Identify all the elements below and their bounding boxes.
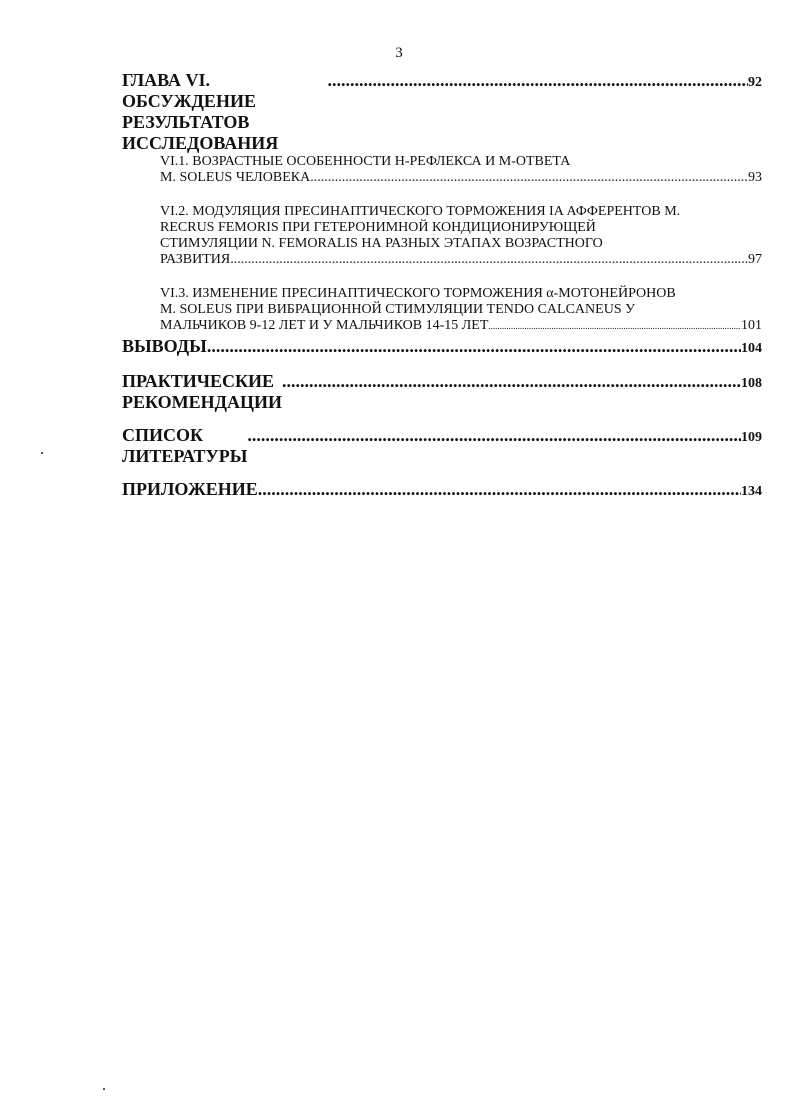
scan-speck [103, 1088, 105, 1090]
toc-entry-section-6-2[interactable] [122, 204, 762, 268]
toc-entry-line: VI.1. ВОЗРАСТНЫЕ ОСОБЕННОСТИ Н-РЕФЛЕКСА И М-ОТВЕТА [160, 154, 571, 169]
dot-leader [247, 425, 741, 446]
toc-entry-line: VI.2. МОДУЛЯЦИЯ ПРЕСИНАПТИЧЕСКОГО ТОРМОЖЕНИЯ IA АФФЕРЕНТОВ M. [160, 204, 681, 219]
toc-entry-page: 97 [748, 252, 762, 267]
toc-entry-title: ВЫВОДЫ [122, 336, 207, 356]
toc-entry-title: ГЛАВА VI. ОБСУЖДЕНИЕ РЕЗУЛЬТАТОВ ИССЛЕДОВАНИЯ [122, 70, 279, 153]
toc-entry-line: СТИМУЛЯЦИИ N. FEMORALIS НА РАЗНЫХ ЭТАПАХ ВОЗРАСТНОГО [160, 236, 603, 251]
toc-entry-page: 134 [741, 484, 762, 499]
toc-entry-appendix[interactable] [122, 479, 762, 502]
toc-entry-line: VI.3. ИЗМЕНЕНИЕ ПРЕСИНАПТИЧЕСКОГО ТОРМОЖЕНИЯ α-МОТОНЕЙРОНОВ [160, 286, 676, 301]
dot-leader [207, 336, 741, 357]
toc-entry-title: ПРИЛОЖЕНИЕ [122, 479, 258, 499]
toc-entry-line: РАЗВИТИЯ [160, 252, 231, 267]
toc-entry-recommendations[interactable] [122, 371, 762, 413]
toc-entry-line: RECRUS FEMORIS ПРИ ГЕТЕРОНИМНОЙ КОНДИЦИОНИРУЮЩЕЙ [160, 220, 596, 235]
toc-entry-title: ПРАКТИЧЕСКИЕ РЕКОМЕНДАЦИИ [122, 371, 282, 412]
toc-entry-references[interactable] [122, 425, 762, 467]
toc-entry-page: 93 [748, 170, 762, 185]
toc-entry-page: 108 [741, 376, 762, 391]
dot-leader [328, 70, 748, 91]
toc-entry-conclusions[interactable] [122, 336, 762, 359]
toc-entry-page: 101 [741, 318, 762, 333]
toc-entry-line: МАЛЬЧИКОВ 9-12 ЛЕТ И У МАЛЬЧИКОВ 14-15 ЛЕТ [160, 318, 489, 333]
dot-leader [258, 479, 741, 500]
toc-entry-chapter-6[interactable] [122, 70, 762, 154]
toc-entry-section-6-3[interactable] [122, 286, 762, 334]
dot-leader [310, 170, 748, 186]
dot-leader [282, 371, 741, 392]
toc-entry-line: M. SOLEUS ЧЕЛОВЕКА [160, 170, 311, 185]
table-of-contents [122, 70, 762, 502]
scan-speck [41, 452, 43, 454]
toc-entry-page: 109 [741, 430, 762, 445]
dot-leader [230, 252, 748, 268]
toc-entry-line: M. SOLEUS ПРИ ВИБРАЦИОННОЙ СТИМУЛЯЦИИ TENDO CALCANEUS У [160, 302, 636, 317]
page-number: 3 [395, 45, 403, 61]
toc-entry-section-6-1[interactable] [122, 154, 762, 186]
dot-leader [488, 318, 741, 334]
toc-entry-page: 104 [741, 341, 762, 356]
toc-entry-title: СПИСОК ЛИТЕРАТУРЫ [122, 425, 248, 466]
toc-entry-page: 92 [748, 75, 762, 90]
